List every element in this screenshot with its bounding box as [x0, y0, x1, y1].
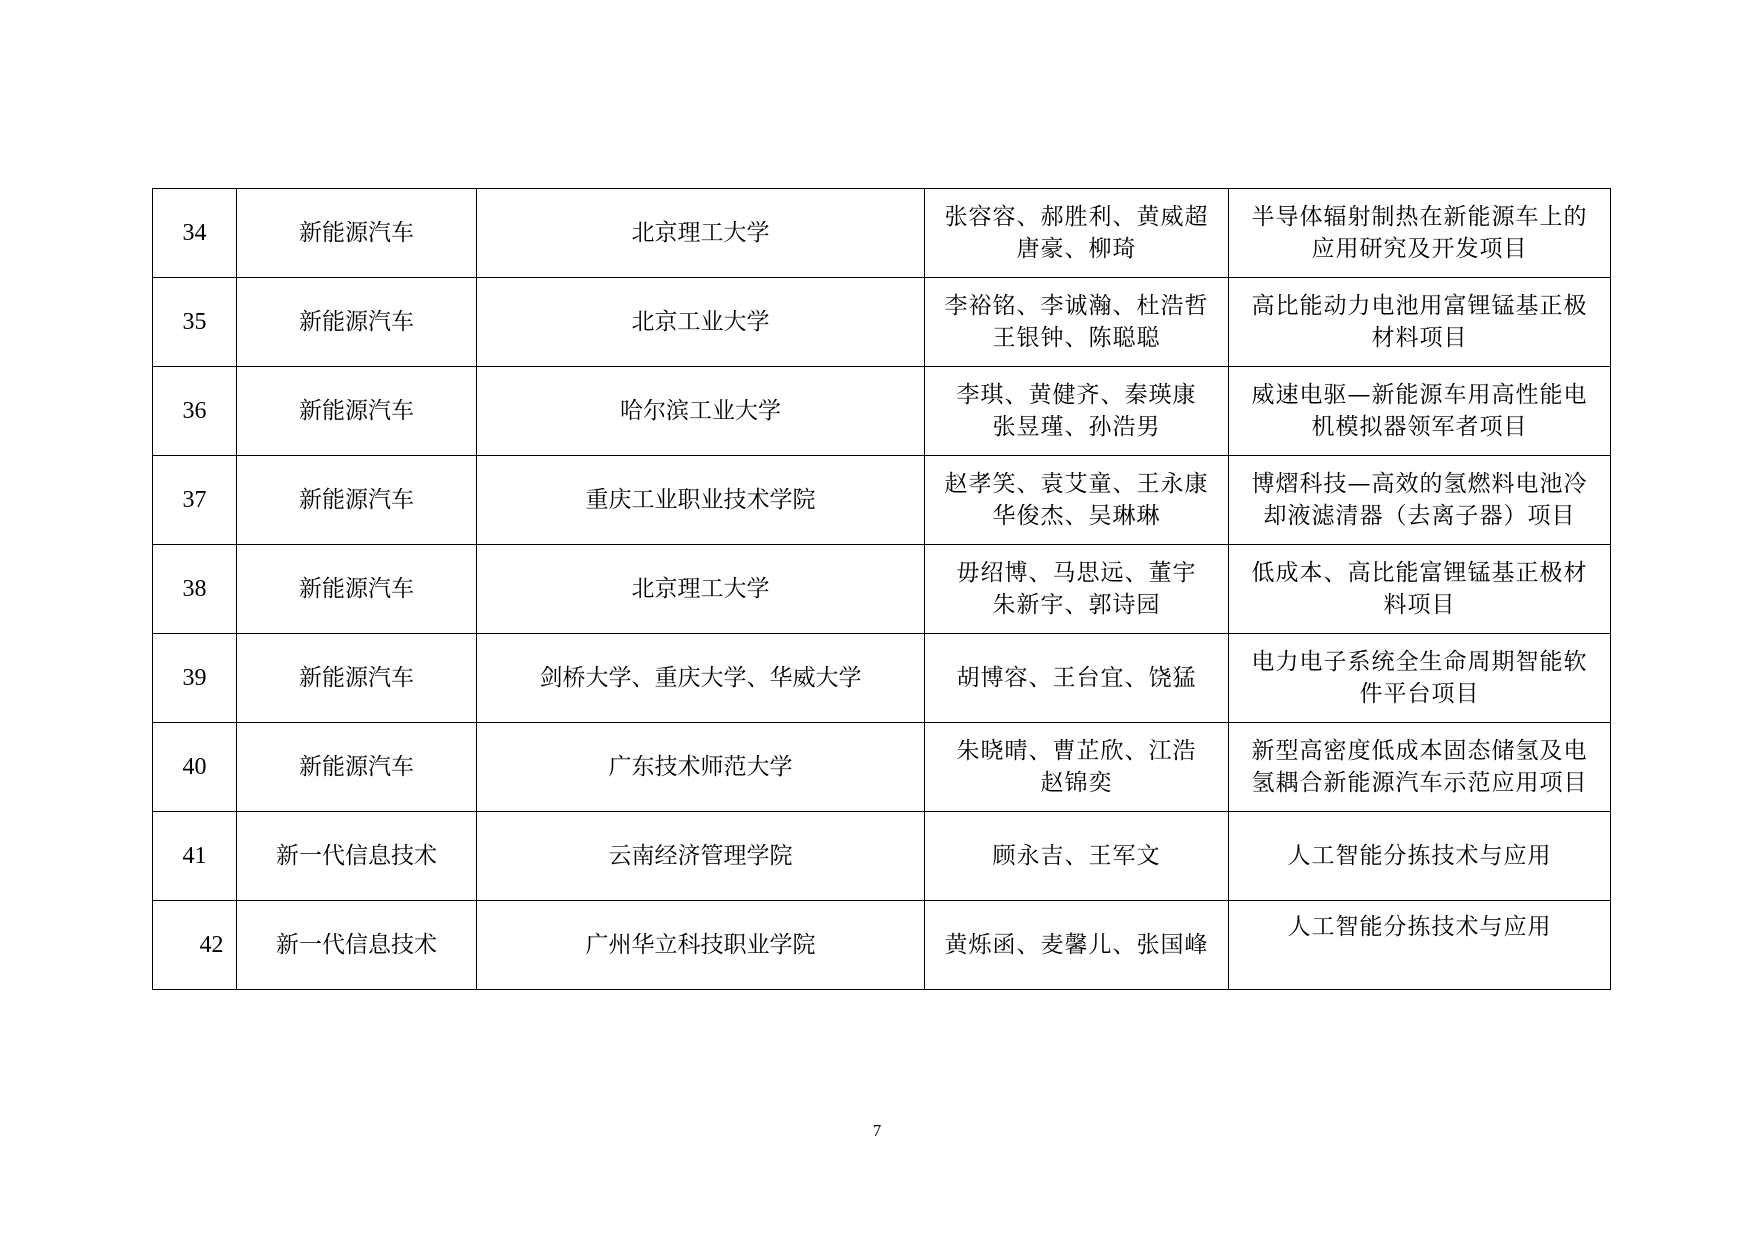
team-members	[925, 189, 1229, 278]
row-number: 40	[153, 723, 237, 812]
table-row	[153, 367, 1611, 456]
team-members	[925, 723, 1229, 812]
team-members-line: 张容容、郝胜利、黄威超	[944, 204, 1209, 230]
industry-field: 新能源汽车	[237, 545, 477, 634]
project-name-line: 半导体辐射制热在新能源车上的	[1251, 204, 1588, 230]
industry-field: 新一代信息技术	[237, 812, 477, 901]
page-number: 7	[872, 1121, 882, 1140]
industry-field: 新能源汽车	[237, 367, 477, 456]
table-row	[153, 456, 1611, 545]
team-members-line: 张昱瑾、孙浩男	[992, 414, 1161, 440]
project-name-line: 低成本、高比能富锂锰基正极材	[1251, 560, 1588, 586]
team-members-line: 华俊杰、吴琳琳	[992, 503, 1161, 529]
table-row	[153, 812, 1611, 901]
project-name	[1229, 812, 1611, 901]
team-members	[925, 812, 1229, 901]
project-name-line: 机模拟器领军者项目	[1311, 414, 1528, 440]
team-members-line: 赵孝笑、袁艾童、王永康	[944, 471, 1209, 497]
row-number: 35	[153, 278, 237, 367]
table-row	[153, 278, 1611, 367]
project-name	[1229, 901, 1611, 990]
table-row	[153, 189, 1611, 278]
project-name	[1229, 189, 1611, 278]
team-members-line: 顾永吉、王军文	[992, 843, 1161, 869]
team-members	[925, 456, 1229, 545]
row-number: 39	[153, 634, 237, 723]
industry-field: 新能源汽车	[237, 278, 477, 367]
team-members-line: 朱晓晴、曹芷欣、江浩	[956, 738, 1197, 764]
school-name: 广东技术师范大学	[477, 723, 925, 812]
school-name: 北京理工大学	[477, 545, 925, 634]
project-name-line: 高比能动力电池用富锂锰基正极	[1251, 293, 1588, 319]
team-members	[925, 545, 1229, 634]
project-name-line: 料项目	[1383, 592, 1456, 618]
industry-field: 新能源汽车	[237, 456, 477, 545]
project-name	[1229, 456, 1611, 545]
team-members	[925, 634, 1229, 723]
school-name: 北京工业大学	[477, 278, 925, 367]
project-name	[1229, 367, 1611, 456]
project-name-line: 却液滤清器（去离子器）项目	[1263, 503, 1576, 529]
industry-field: 新一代信息技术	[237, 901, 477, 990]
team-members	[925, 278, 1229, 367]
project-name-line: 新型高密度低成本固态储氢及电	[1251, 738, 1588, 764]
table-row	[153, 634, 1611, 723]
project-name-line: 材料项目	[1371, 325, 1468, 351]
row-number: 41	[153, 812, 237, 901]
team-members	[925, 901, 1229, 990]
school-name: 哈尔滨工业大学	[477, 367, 925, 456]
project-name-line: 件平台项目	[1359, 681, 1480, 707]
project-name-line: 氢耦合新能源汽车示范应用项目	[1251, 770, 1588, 796]
row-number: 36	[153, 367, 237, 456]
team-members-line: 李琪、黄健齐、秦瑛康	[956, 382, 1197, 408]
project-name	[1229, 278, 1611, 367]
school-name: 剑桥大学、重庆大学、华威大学	[477, 634, 925, 723]
team-members-line: 朱新宇、郭诗园	[992, 592, 1161, 618]
project-name-line: 电力电子系统全生命周期智能软	[1251, 649, 1588, 675]
row-number: 34	[153, 189, 237, 278]
project-name-line: 人工智能分拣技术与应用	[1287, 843, 1552, 869]
team-members-line: 赵锦奕	[1040, 770, 1113, 796]
project-name-line: 博熠科技—高效的氢燃料电池冷	[1251, 471, 1588, 497]
team-members-line: 王银钟、陈聪聪	[992, 325, 1161, 351]
project-name-line: 应用研究及开发项目	[1311, 236, 1528, 262]
project-name	[1229, 723, 1611, 812]
team-members-line: 毋绍博、马思远、董宇	[956, 560, 1197, 586]
industry-field: 新能源汽车	[237, 723, 477, 812]
project-name	[1229, 634, 1611, 723]
row-number: 37	[153, 456, 237, 545]
team-members-line: 胡博容、王台宜、饶猛	[956, 665, 1197, 691]
row-number: 38	[153, 545, 237, 634]
table-row	[153, 723, 1611, 812]
table-body	[153, 189, 1611, 990]
school-name: 云南经济管理学院	[477, 812, 925, 901]
school-name: 广州华立科技职业学院	[477, 901, 925, 990]
team-members	[925, 367, 1229, 456]
school-name: 北京理工大学	[477, 189, 925, 278]
row-number: 42	[153, 901, 237, 990]
project-name-line: 人工智能分拣技术与应用	[1287, 914, 1552, 940]
team-members-line: 黄烁函、麦馨儿、张国峰	[944, 932, 1209, 958]
project-name	[1229, 545, 1611, 634]
team-members-line: 李裕铭、李诚瀚、杜浩哲	[944, 293, 1209, 319]
award-list-table	[152, 188, 1611, 990]
table-row	[153, 901, 1611, 990]
team-members-line: 唐豪、柳琦	[1016, 236, 1137, 262]
project-name-line: 威速电驱—新能源车用高性能电	[1251, 382, 1588, 408]
industry-field: 新能源汽车	[237, 634, 477, 723]
school-name: 重庆工业职业技术学院	[477, 456, 925, 545]
industry-field: 新能源汽车	[237, 189, 477, 278]
table-row	[153, 545, 1611, 634]
